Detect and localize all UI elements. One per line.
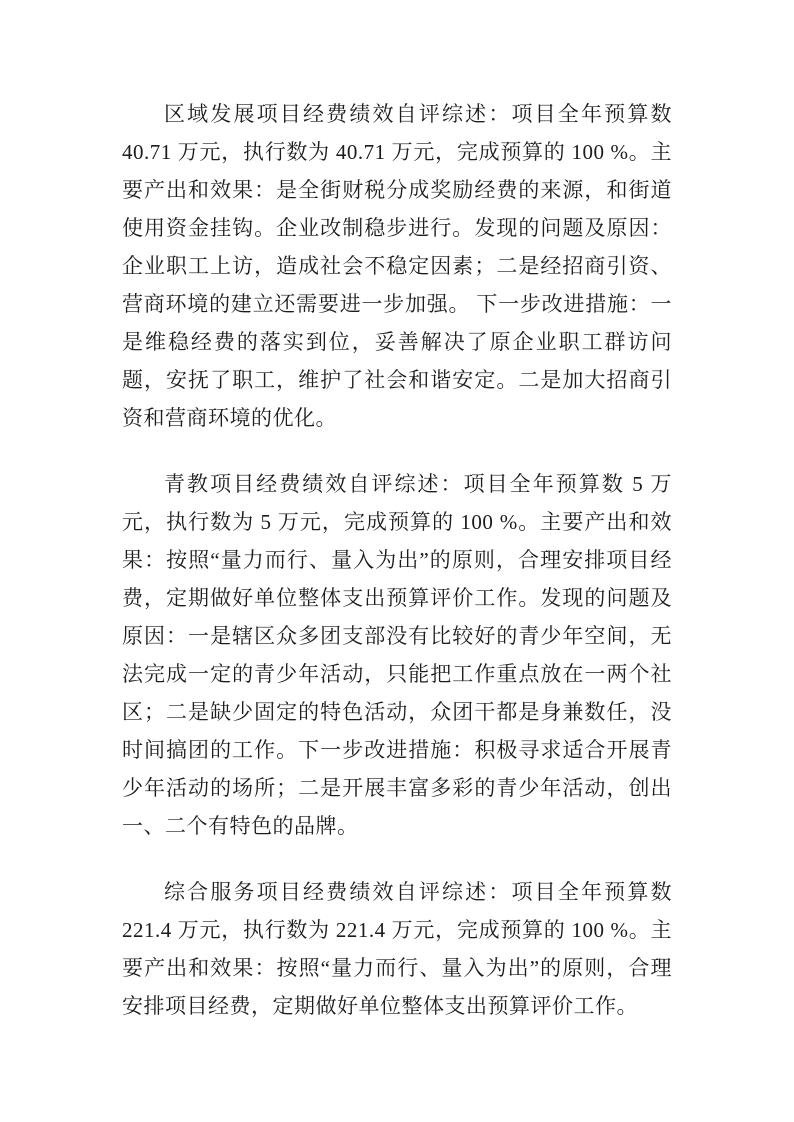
paragraph-region-development-project: 区域发展项目经费绩效自评综述：项目全年预算数 40.71 万元，执行数为 40.71 万元，完成预算的 100 %。主要产出和效果：是全街财税分成奖励经费的来源，和街道使用资金挂钩。企业改制稳步进行。发现的问题及原因：企业职工上访，造成社会不稳定因素；二是经招商引资、营商环境的建立还需要进一步加强。 下一步改进措施：一是维稳经费的落实到位，妥善解决了原企业职工群访问题，安抚了职工，维护了社会和谐安定。二是加大招商引资和营商环境的优化。	[122, 102, 672, 430]
paragraph-youth-education-project: 青教项目经费绩效自评综述：项目全年预算数 5 万元，执行数为 5 万元，完成预算的 100 %。主要产出和效果：按照“量力而行、量入为出”的原则，合理安排项目经费，定期做好单位整体支出预算评价工作。发现的问题及原因：一是辖区众多团支部没有比较好的青少年空间，无法完成一定的青少年活动，只能把工作重点放在一两个社区；二是缺少固定的特色活动，众团干都是身兼数任，没时间搞团的工作。下一步改进措施：积极寻求适合开展青少年活动的场所；二是开展丰富多彩的青少年活动，创出一、二个有特色的品牌。	[122, 472, 672, 838]
paragraph-comprehensive-service-project: 综合服务项目经费绩效自评综述：项目全年预算数 221.4 万元，执行数为 221.4 万元，完成预算的 100 %。主要产出和效果：按照“量力而行、量入为出”的原则，合理安排项目经费，定期做好单位整体支出预算评价工作。	[122, 880, 672, 1018]
